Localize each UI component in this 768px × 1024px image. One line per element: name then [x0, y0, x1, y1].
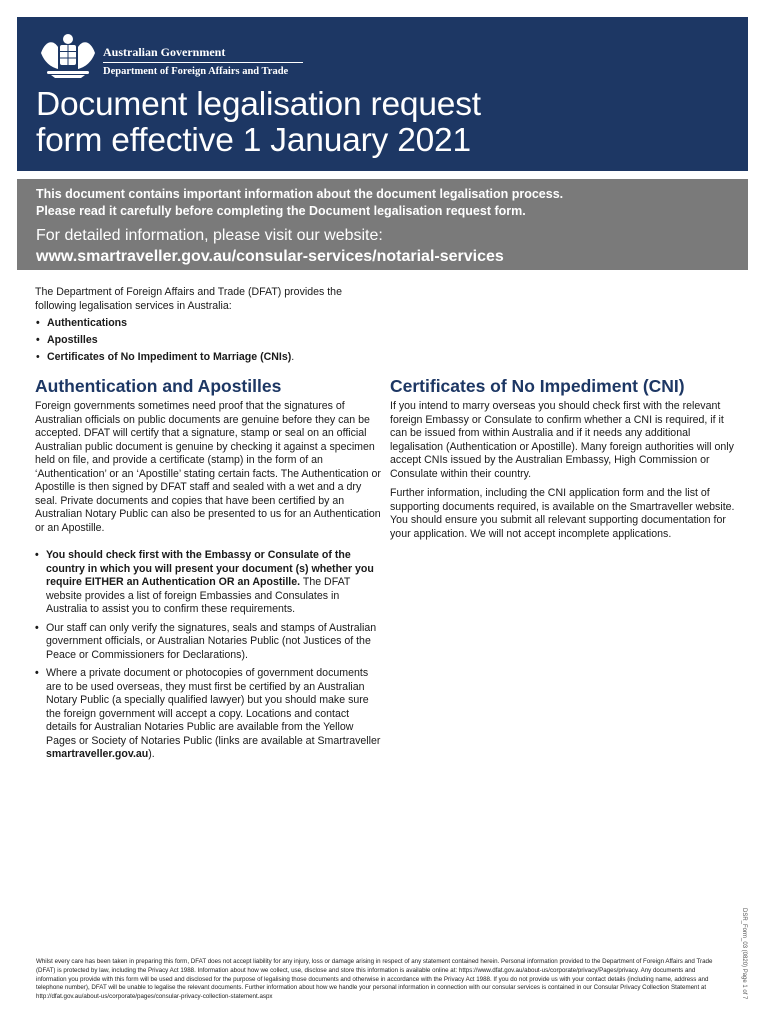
- bullet-check-embassy: [35, 549, 381, 617]
- cni-heading: Certificates of No Impediment (CNI): [390, 376, 685, 396]
- authentication-section: [35, 376, 381, 767]
- title-line-1: Document legalisation request: [36, 86, 481, 123]
- bullet-private-documents-text: Where a private document or photocopies of government documents are to be used overseas, they must first be certified by an Australian Notary Public (a specially qualified lawyer) but you should make sure the foreign government will accept a copy. Locations and contact details for Australian Notaries Public are available from the Yellow Pages or Society of Notaries Public (links are available at Smartraveller: [46, 667, 381, 747]
- cni-paragraph-1: If you intend to marry overseas you should check first with the relevant foreign Embassy or Consulate to confirm whether a CNI is required, if it can be issued from within Australia and if it needs any additional legalisation (Authentication or Apostille). Many foreign authorities will only accept CNIs issued by the Australian Embassy, High Commission or Consulate within their country.: [390, 400, 734, 480]
- service-authentications: • Authentications: [35, 317, 375, 331]
- intro-text: The Department of Foreign Affairs and Trade (DFAT) provides the following legalisation services in Australia:: [35, 286, 342, 312]
- cni-section: [390, 376, 736, 547]
- bullet-check-embassy-rest: The DFAT website provides a list of foreign Embassies and Consulates in Australia to assist you to confirm these requirements.: [46, 576, 351, 615]
- bullet-private-documents: [35, 667, 381, 762]
- bullet-check-embassy-bold: You should check first with the Embassy or Consulate of the country in which you will present your document (s) whether you require EITHER an Authentication OR an Apostille.: [46, 549, 374, 588]
- government-name: Australian Government: [103, 45, 303, 63]
- notice-line-2: Please read it carefully before completing the Document legalisation request form.: [36, 204, 526, 218]
- bullet-private-documents-end: ).: [148, 748, 155, 760]
- authentication-heading: Authentication and Apostilles: [35, 376, 282, 396]
- form-code: DSR_Form_03 (0820) Page 1 of 7: [741, 908, 747, 1000]
- header-banner: [17, 17, 748, 171]
- service-cnis-end: .: [291, 351, 295, 363]
- coat-of-arms-icon: [37, 31, 99, 79]
- department-name: Department of Foreign Affairs and Trade: [103, 66, 289, 77]
- page-title: [36, 87, 481, 159]
- authentication-paragraph: Foreign governments sometimes need proof that the signatures of Australian officials on public documents are genuine before they can be accepted. DFAT will certify that a signature, stamp or seal on an official Australian public document is genuine by checking it against a specimen held on file, and provide a certificate (stamp) in the form of an ‘Authentication’ or an ‘Apostille’ stating certain facts. The Authentication or Apostille is then signed by DFAT staff and sealed with a wet and a dry seal. Private documents and copies that have been certified by an Australian Notary Public can also be presented to us for an Authentication or an Apostille.: [35, 400, 381, 534]
- footer-disclaimer: Whilst every care has been taken in preparing this form, DFAT does not accept liability for any injury, loss or damage arising in respect of any statement contained herein. Personal information provided to the Department of Foreign Affairs and Trade (DFAT) is protected by law, including the Privacy Act 1988. Information about how we collect, use, disclose and store this information is available online at: https://www.dfat.gov.au/about-us/corporate/privacy/Pages/privacy. Any documents and information you provide with this form will be used and disclosed for the purpose of legalising those documents and otherwise in accordance with the Privacy Act 1988. If you do not provide us with your contact details (including name, address and telephone number), DFAT will be unable to legalise the relevant documents. Further information about how we handle your personal information in connection with our consular services is contained in our Consular Privacy Collection Statement at http://dfat.gov.au/about-us/corporate/pages/consular-privacy-collection-statement.aspx: [36, 958, 713, 1001]
- service-cnis-label: Certificates of No Impediment to Marriage (CNIs): [47, 351, 292, 363]
- title-line-2: form effective 1 January 2021: [36, 122, 471, 159]
- notice-banner: [17, 179, 748, 270]
- website-url: www.smartraveller.gov.au/consular-services/notarial-services: [36, 248, 504, 265]
- website-label: For detailed information, please visit our website:: [36, 227, 383, 244]
- notice-intro: [36, 186, 563, 220]
- authentication-bullets: [35, 549, 381, 762]
- cni-paragraph-2: Further information, including the CNI application form and the list of supporting documents required, is available on the Smartraveller website. You should ensure you submit all relevant supporting documentation for your application. We will not accept incomplete applications.: [390, 487, 735, 540]
- government-logo-text: [103, 45, 303, 79]
- services-list: [35, 317, 375, 365]
- notice-line-1: This document contains important information about the document legalisation process.: [36, 187, 564, 201]
- smartraveller-link: smartraveller.gov.au: [46, 748, 149, 760]
- service-apostilles: • Apostilles: [35, 334, 375, 348]
- intro-section: [35, 286, 375, 368]
- bullet-staff-verify: • Our staff can only verify the signatures, seals and stamps of Australian government officials, or Australian Notaries Public (not Justices of the Peace or Commissioners for Declarations).: [35, 622, 381, 663]
- website-notice: [36, 225, 504, 267]
- service-cnis: [35, 351, 375, 365]
